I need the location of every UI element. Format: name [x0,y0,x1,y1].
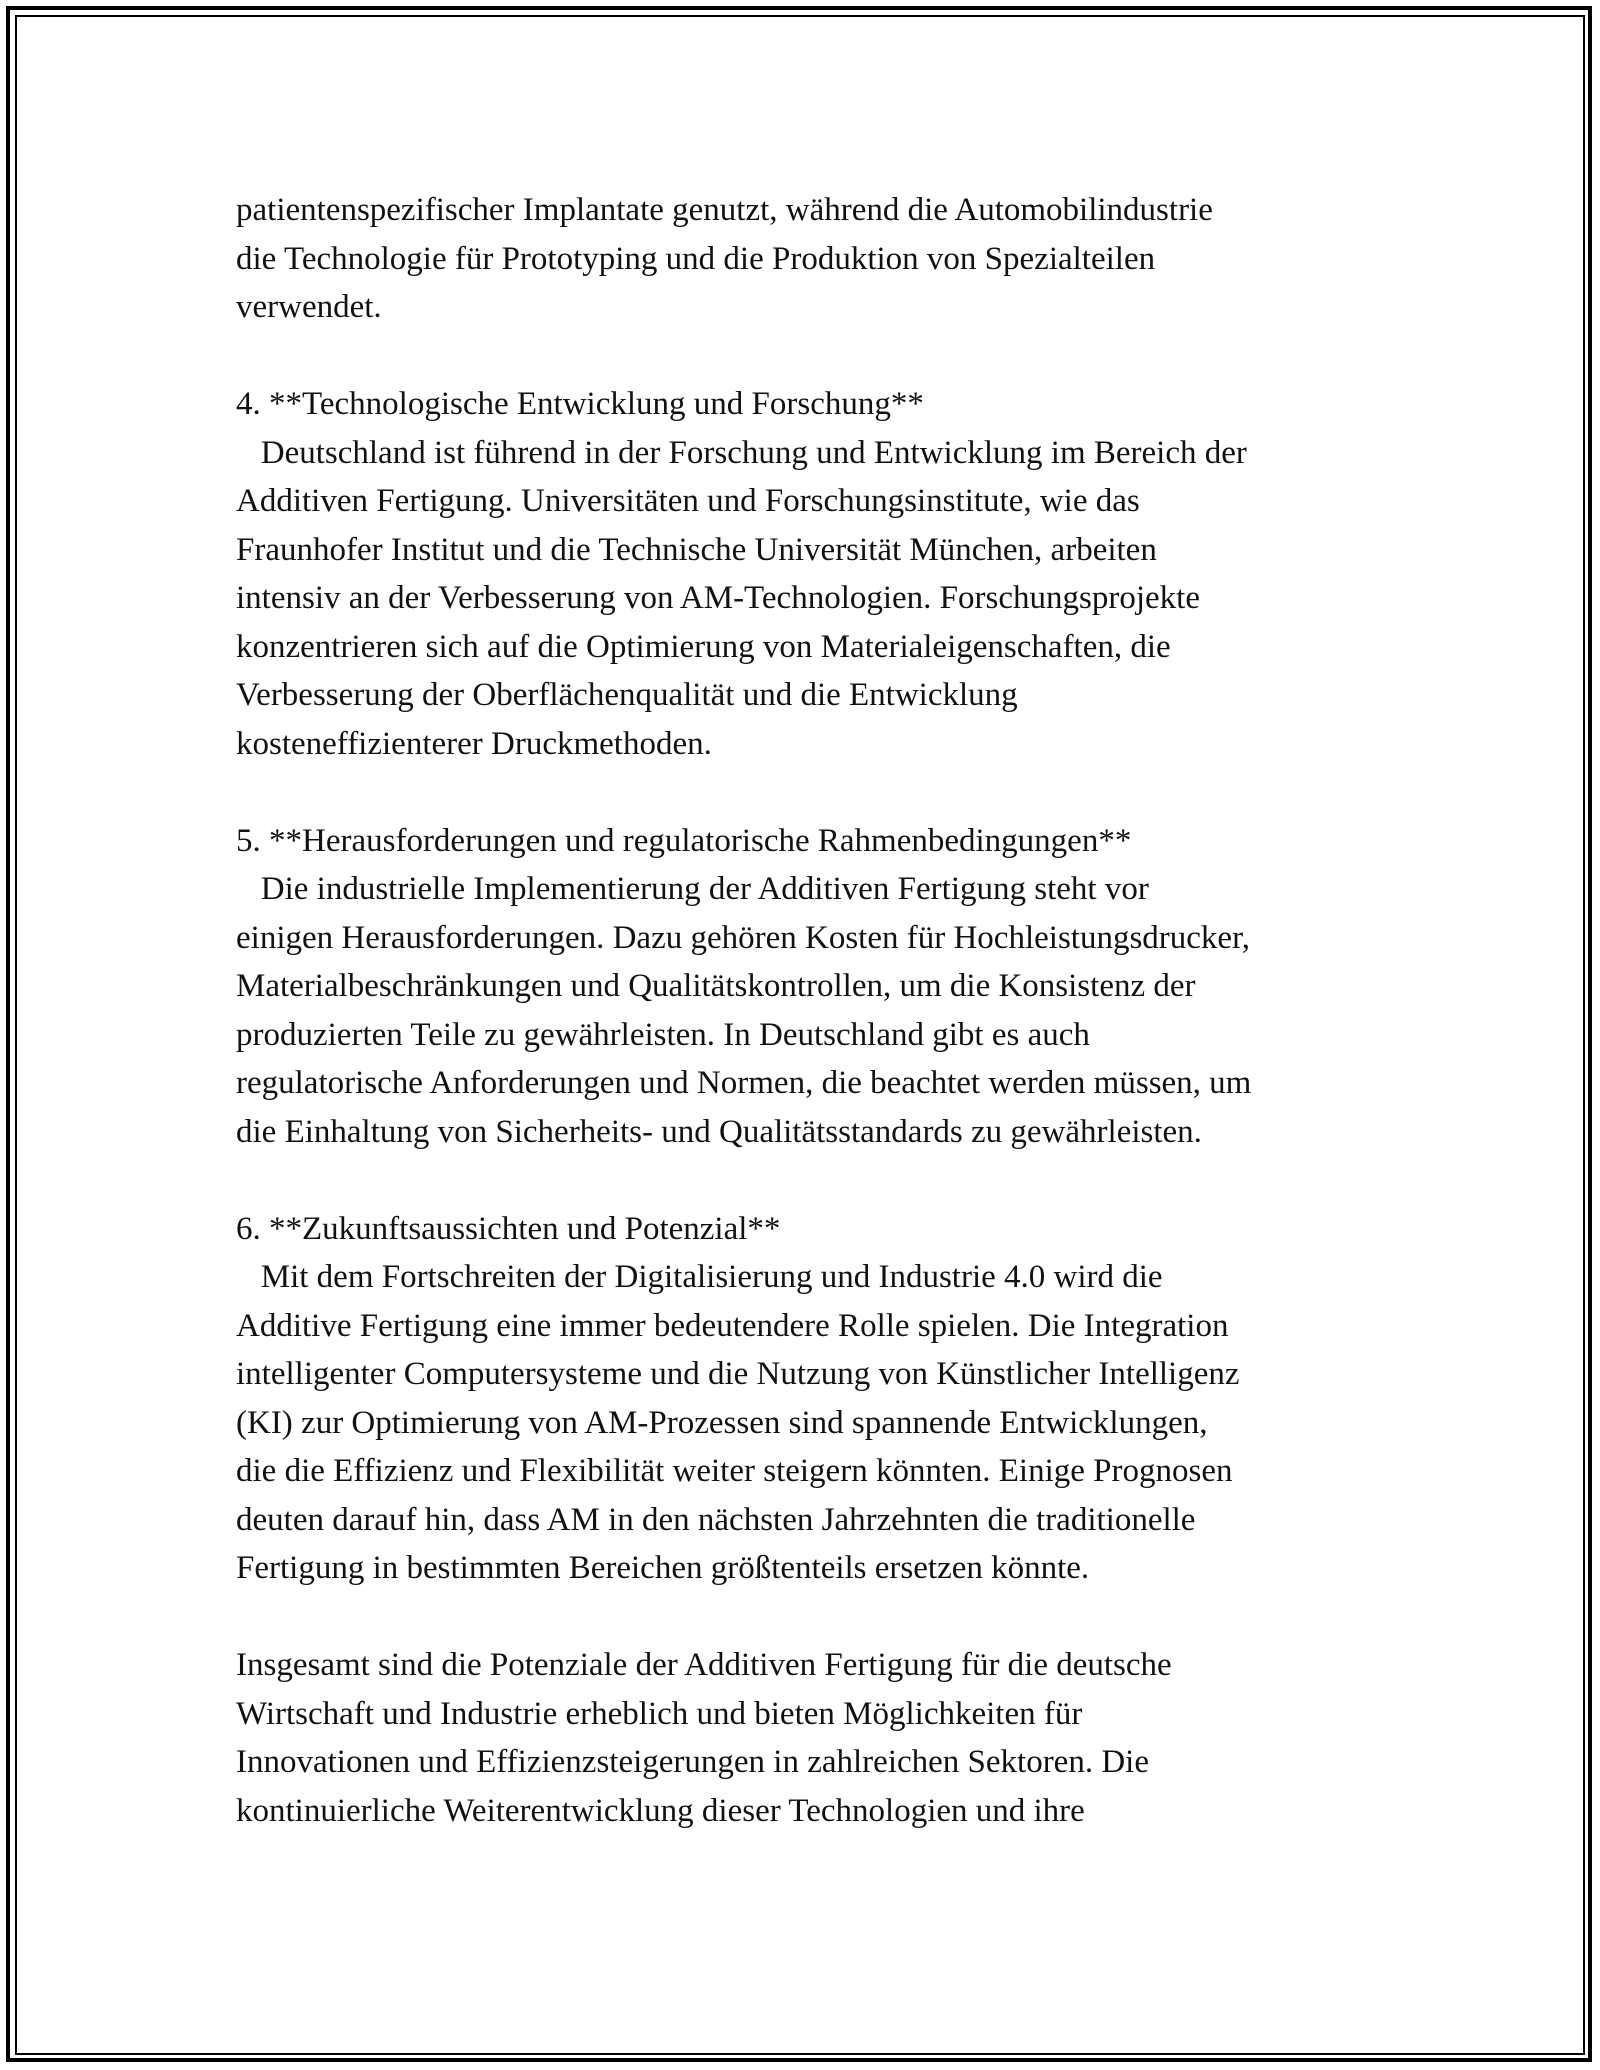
text-line: die Einhaltung von Sicherheits- und Qualitätsstandards zu gewährleisten. [236,1113,1202,1150]
text-line: (KI) zur Optimierung von AM-Prozessen sind spannende Entwicklungen, [236,1404,1208,1441]
intro-paragraph [236,186,1416,332]
text-line: Insgesamt sind die Potenziale der Additiven Fertigung für die deutsche [236,1647,1172,1683]
text-line: Materialbeschränkungen und Qualitätskontrollen, um die Konsistenz der [236,968,1196,1004]
text-line: verwendet. [236,289,382,325]
document-body [236,186,1416,1835]
text-line: deuten darauf hin, dass AM in den nächsten Jahrzehnten die traditionelle [236,1501,1196,1538]
text-line: die Technologie für Prototyping und die Produktion von Spezialteilen [236,240,1156,277]
paragraph-spacer [236,332,1416,381]
section-6 [236,1205,1416,1593]
text-line: Additive Fertigung eine immer bedeutendere Rolle spielen. Die Integration [236,1307,1229,1344]
text-line: Mit dem Fortschreiten der Digitalisierung und Industrie 4.0 wird die [236,1259,1163,1295]
paragraph-spacer [236,1156,1416,1205]
section-heading: 6. **Zukunftsaussichten und Potenzial** [236,1210,781,1247]
text-line: Fraunhofer Institut und die Technische Universität München, arbeiten [236,531,1157,568]
paragraph-spacer [236,768,1416,817]
section-heading: 5. **Herausforderungen und regulatorische Rahmenbedingungen** [236,822,1132,859]
text-line: intelligenter Computersysteme und die Nutzung von Künstlicher Intelligenz [236,1356,1240,1392]
text-line: Verbesserung der Oberflächenqualität und die Entwicklung [236,677,1018,713]
text-line: kosteneffizienterer Druckmethoden. [236,725,712,762]
text-line: Fertigung in bestimmten Bereichen größtenteils ersetzen könnte. [236,1550,1090,1586]
text-line: Additiven Fertigung. Universitäten und Forschungsinstitute, wie das [236,483,1140,519]
text-line: Deutschland ist führend in der Forschung und Entwicklung im Bereich der [236,434,1247,471]
text-line: konzentrieren sich auf die Optimierung von Materialeigenschaften, die [236,628,1171,665]
closing-paragraph [236,1641,1416,1835]
text-line: einigen Herausforderungen. Dazu gehören Kosten für Hochleistungsdrucker, [236,919,1250,956]
section-heading: 4. **Technologische Entwicklung und Forschung** [236,386,924,422]
section-5 [236,817,1416,1157]
text-line: Innovationen und Effizienzsteigerungen in zahlreichen Sektoren. Die [236,1744,1149,1780]
text-line: die die Effizienz und Flexibilität weiter steigern könnten. Einige Prognosen [236,1453,1233,1489]
text-line: produzierten Teile zu gewährleisten. In Deutschland gibt es auch [236,1016,1090,1053]
text-line: patientenspezifischer Implantate genutzt, während die Automobilindustrie [236,192,1213,228]
text-line: Die industrielle Implementierung der Additiven Fertigung steht vor [236,871,1149,907]
text-line: kontinuierliche Weiterentwicklung dieser Technologien und ihre [236,1792,1085,1829]
text-line: Wirtschaft und Industrie erheblich und bieten Möglichkeiten für [236,1695,1083,1732]
paragraph-spacer [236,1593,1416,1642]
section-4 [236,380,1416,768]
text-line: regulatorische Anforderungen und Normen, die beachtet werden müssen, um [236,1065,1252,1101]
text-line: intensiv an der Verbesserung von AM-Technologien. Forschungsprojekte [236,580,1200,616]
